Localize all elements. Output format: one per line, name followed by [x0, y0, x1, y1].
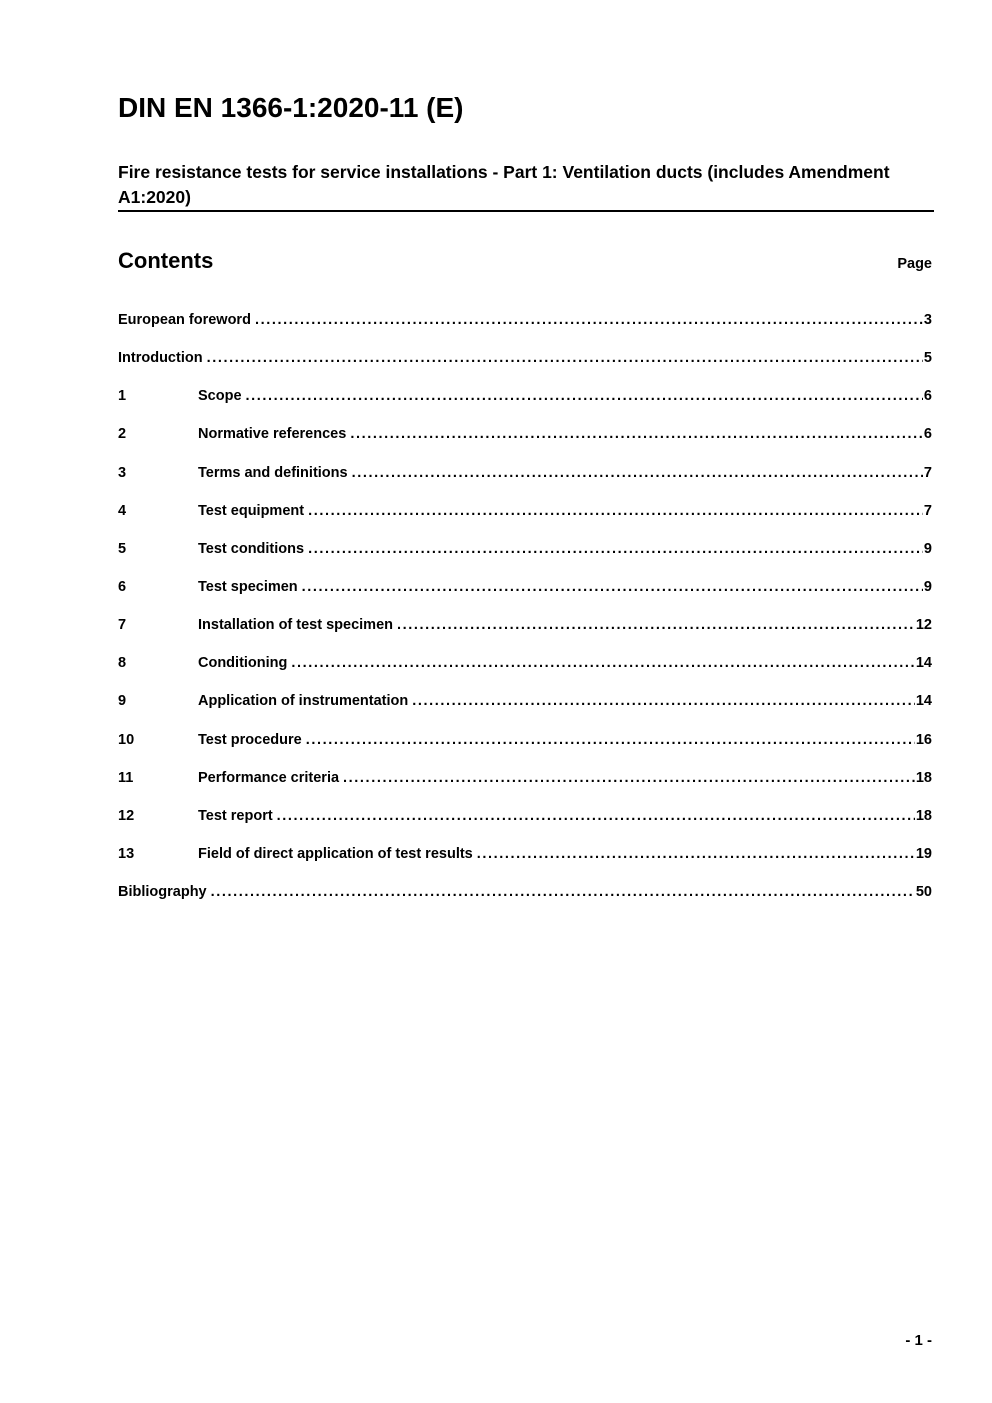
toc-entry-label: Test procedure [198, 731, 302, 748]
toc-entry-label: Application of instrumentation [198, 693, 409, 710]
toc-leader-dots [343, 770, 915, 786]
toc-entry-number: 12 [118, 807, 135, 824]
toc-entry[interactable] [118, 846, 932, 884]
toc-leader-dots [207, 350, 923, 366]
toc-entry-number: 6 [118, 578, 127, 595]
toc-entry-number: 4 [118, 502, 127, 519]
toc-entry[interactable] [118, 693, 932, 731]
contents-heading: Contents [118, 248, 214, 273]
toc-leader-dots [302, 579, 923, 595]
toc-entry[interactable] [118, 808, 932, 846]
toc-leader-dots [246, 388, 923, 404]
toc-entry[interactable] [118, 617, 932, 655]
toc-entry-label: Test report [198, 807, 273, 824]
toc-entry-page: 5 [923, 350, 932, 367]
toc-entry-label: Terms and definitions [198, 464, 348, 481]
toc-entry-page: 7 [923, 464, 932, 481]
toc-entry[interactable] [118, 541, 932, 579]
toc-entry[interactable] [118, 350, 932, 388]
toc-entry[interactable] [118, 884, 932, 922]
toc-entry-number: 3 [118, 464, 127, 481]
toc-entry-label: Bibliography [118, 884, 207, 901]
toc-entry-label: Conditioning [198, 655, 288, 672]
toc-entry-number: 1 [118, 388, 127, 405]
toc-entry-page: 50 [915, 884, 932, 901]
table-of-contents [118, 312, 932, 922]
toc-leader-dots [308, 503, 923, 519]
toc-entry-page: 9 [923, 578, 932, 595]
toc-leader-dots [352, 465, 923, 481]
toc-entry-number: 9 [118, 693, 127, 710]
toc-entry-number: 8 [118, 655, 127, 672]
toc-leader-dots [211, 884, 915, 900]
toc-entry-number: 5 [118, 540, 127, 557]
toc-leader-dots [350, 426, 923, 442]
toc-leader-dots [306, 732, 915, 748]
toc-entry-label: Field of direct application of test results [198, 845, 473, 862]
toc-entry-page: 6 [923, 388, 932, 405]
toc-leader-dots [277, 808, 915, 824]
toc-entry-page: 19 [915, 845, 932, 862]
toc-entry[interactable] [118, 770, 932, 808]
toc-leader-dots [291, 655, 914, 671]
toc-leader-dots [255, 312, 923, 328]
toc-leader-dots [308, 541, 923, 557]
toc-entry[interactable] [118, 732, 932, 770]
toc-entry[interactable] [118, 388, 932, 426]
toc-entry-label: Introduction [118, 350, 203, 367]
toc-entry[interactable] [118, 655, 932, 693]
toc-entry-label: Performance criteria [198, 769, 340, 786]
page-number-footer: - 1 - [905, 1332, 932, 1349]
toc-entry-label: Test specimen [198, 578, 298, 595]
toc-entry[interactable] [118, 503, 932, 541]
toc-entry-page: 14 [915, 655, 932, 672]
toc-entry-page: 6 [923, 426, 932, 443]
toc-entry-page: 7 [923, 502, 932, 519]
contents-header [118, 248, 932, 274]
toc-entry-page: 16 [915, 731, 932, 748]
toc-entry-label: European foreword [118, 312, 251, 328]
toc-entry-number: 11 [118, 769, 134, 786]
toc-leader-dots [412, 693, 915, 709]
toc-entry-label: Test conditions [198, 540, 305, 557]
toc-leader-dots [397, 617, 915, 633]
toc-entry-page: 12 [915, 617, 932, 634]
document-subtitle: Fire resistance tests for service installations - Part 1: Ventilation ducts (includes Amendment A1:2020) [118, 160, 934, 212]
toc-entry-page: 14 [915, 693, 932, 710]
toc-entry-number: 13 [118, 845, 135, 862]
toc-entry-page: 3 [923, 312, 932, 328]
toc-entry-number: 2 [118, 426, 127, 443]
toc-entry-label: Installation of test specimen [198, 617, 393, 634]
document-title: DIN EN 1366-1:2020-11 (E) [118, 92, 464, 123]
toc-leader-dots [477, 846, 915, 862]
toc-entry[interactable] [118, 426, 932, 464]
toc-entry[interactable] [118, 312, 932, 350]
page-column-label: Page [897, 256, 932, 272]
toc-entry[interactable] [118, 465, 932, 503]
toc-entry-page: 18 [915, 769, 932, 786]
toc-entry[interactable] [118, 579, 932, 617]
toc-entry-number: 10 [118, 731, 135, 748]
toc-entry-page: 18 [915, 807, 932, 824]
toc-entry-label: Scope [198, 388, 242, 405]
toc-entry-page: 9 [923, 540, 932, 557]
toc-entry-label: Test equipment [198, 502, 305, 519]
toc-entry-number: 7 [118, 617, 127, 634]
toc-entry-label: Normative references [198, 426, 347, 443]
